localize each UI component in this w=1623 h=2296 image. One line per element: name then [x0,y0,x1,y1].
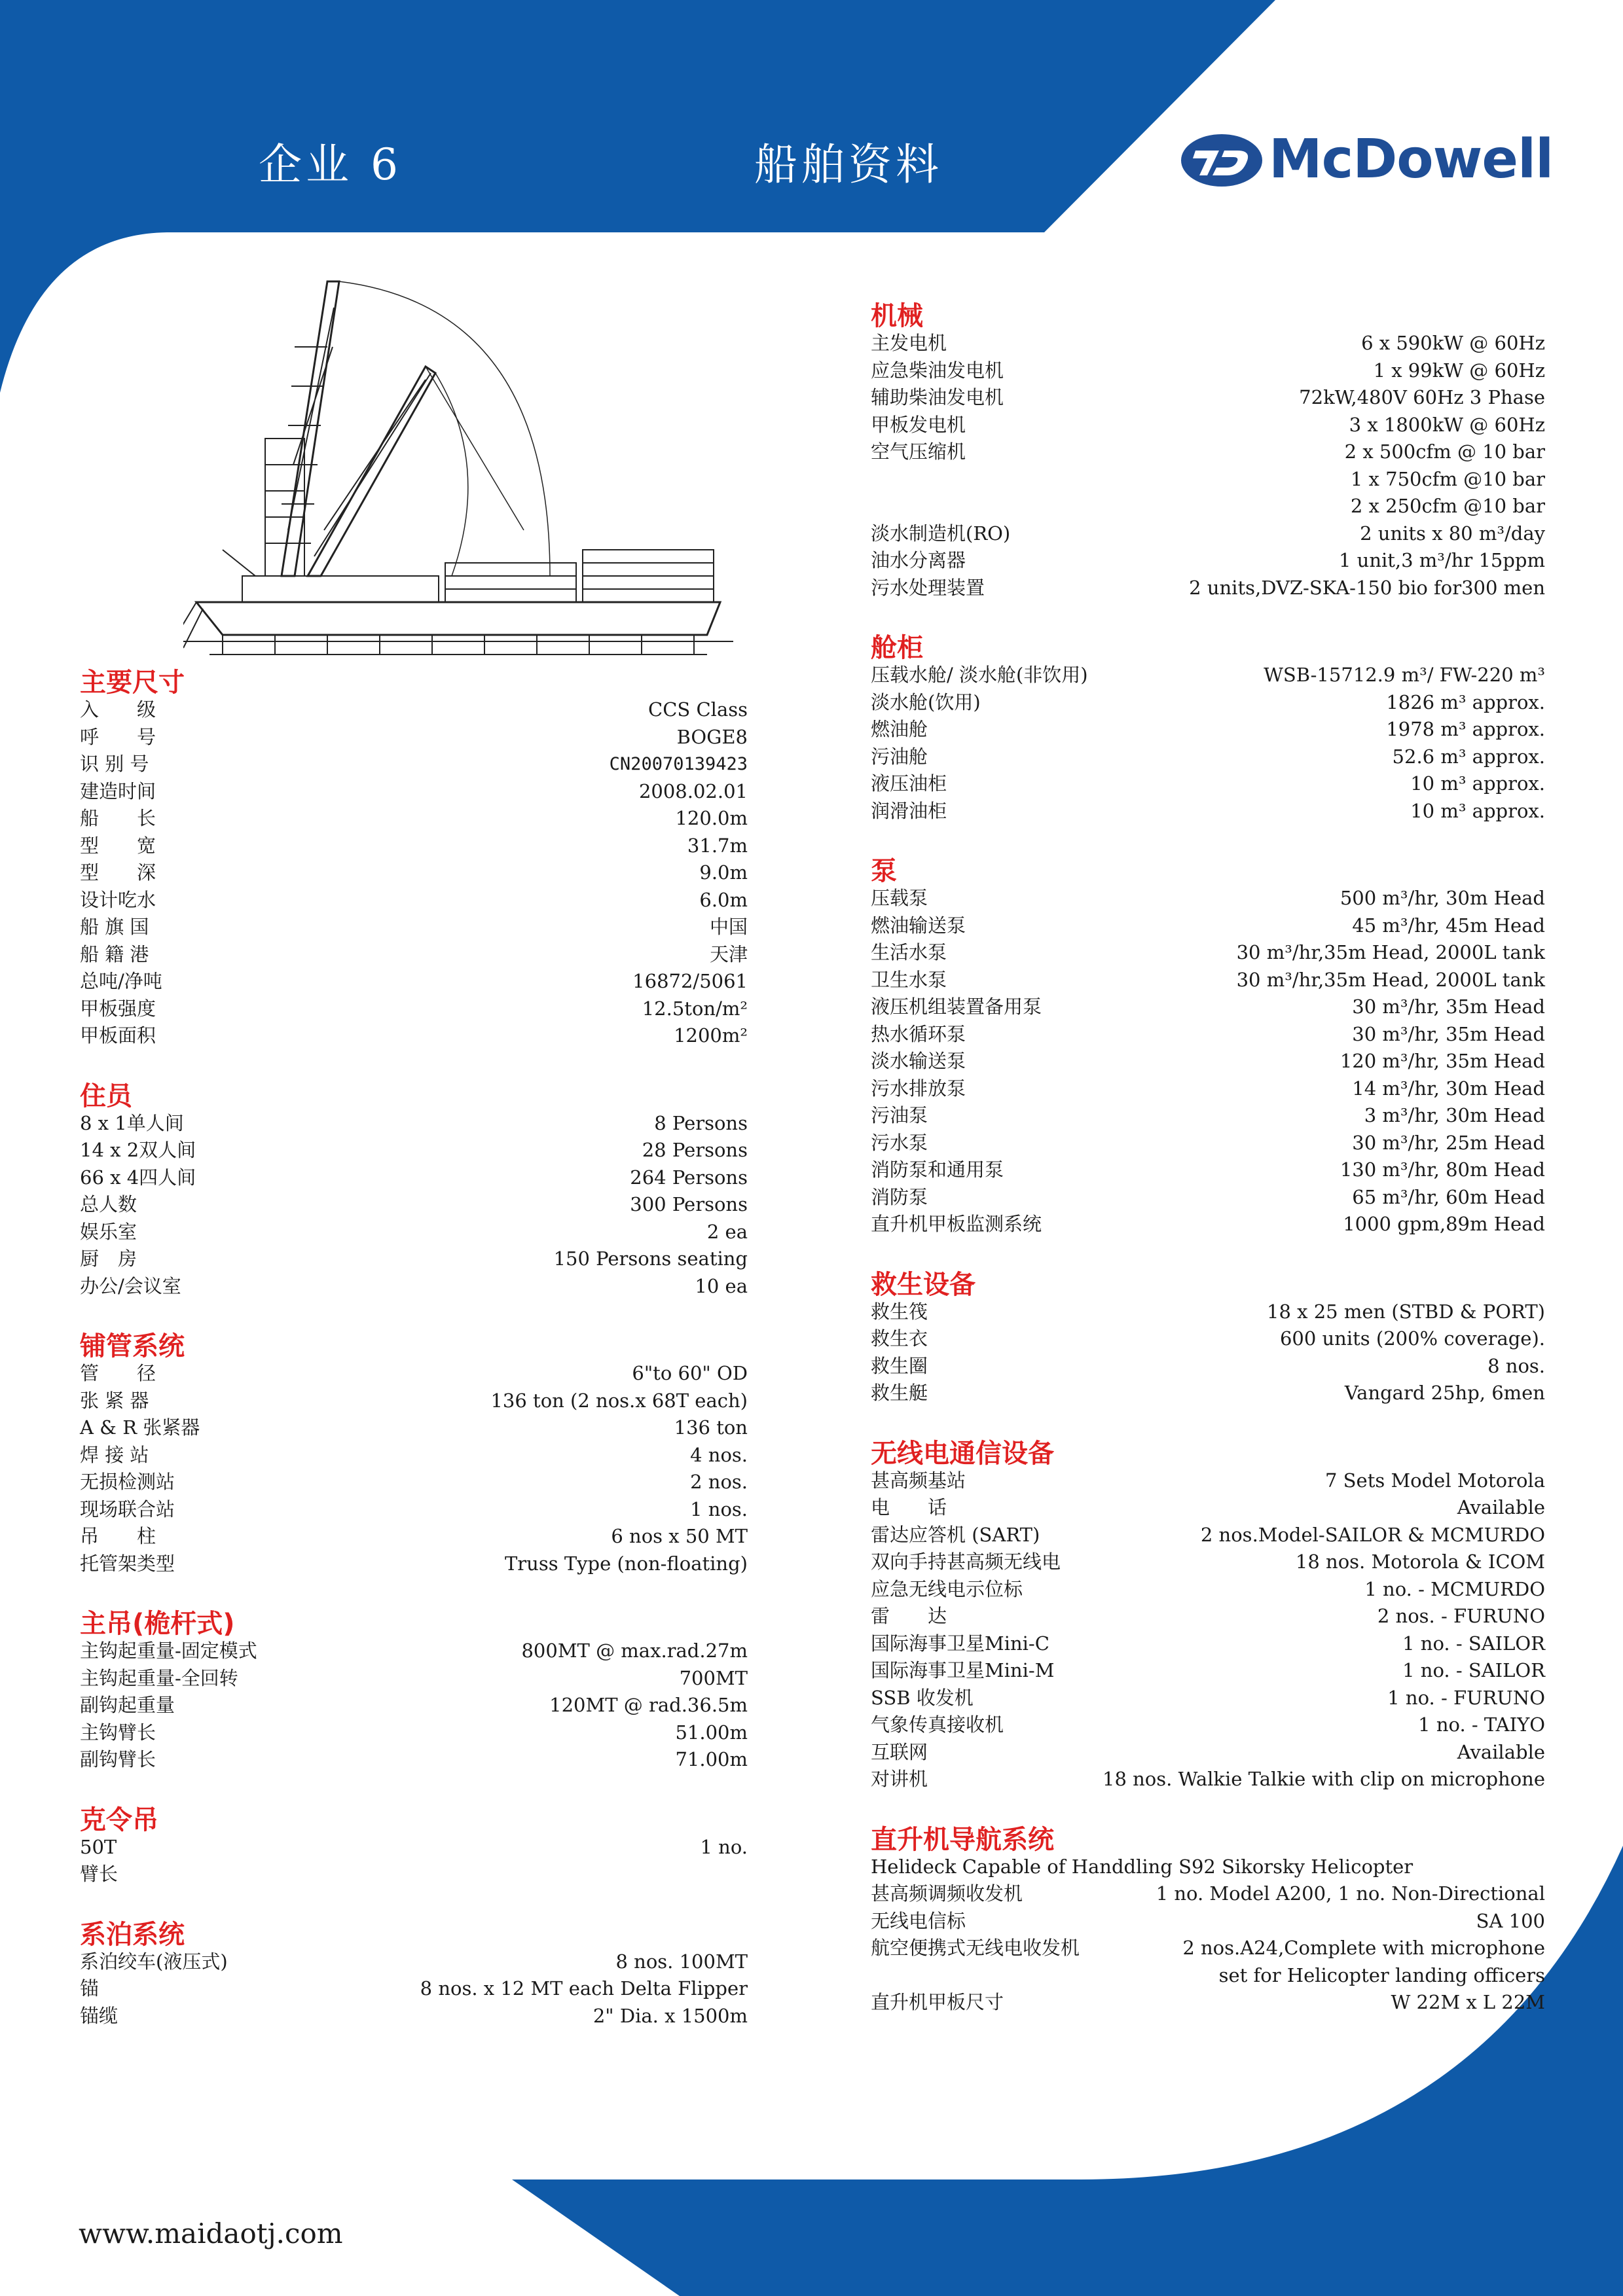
spec-label: 油水分离器 [871,549,966,571]
section-title: 泵 [871,856,897,886]
spec-row [871,330,1545,357]
spec-section [871,302,1545,601]
spec-row [80,1442,748,1469]
spec-value: 500 m³/hr, 30m Head [1340,887,1545,909]
spec-row [871,1989,1545,2017]
left-spec-column [80,669,748,2030]
spec-value: 2 x 500cfm @ 10 bar [1344,440,1545,463]
section-title: 克令吊 [80,1804,158,1835]
spec-row [80,1692,748,1719]
section-title: 主吊(桅杆式) [80,1609,235,1639]
spec-label: 卫生水泵 [871,968,947,991]
spec-row [80,1523,748,1551]
spec-section [871,1271,1545,1407]
spec-value: 264 Persons [630,1166,748,1189]
spec-value: 52.6 m³ approx. [1392,745,1545,768]
spec-label: Helideck Capable of Handdling S92 Sikorsky Helicopter [871,1855,1413,1878]
spec-row [871,1380,1545,1407]
spec-value: 120 m³/hr, 35m Head [1340,1050,1545,1072]
spec-value: 3 x 1800kW @ 60Hz [1349,413,1545,436]
spec-row [80,1360,748,1388]
spec-label: 压载泵 [871,887,928,909]
spec-label: 救生衣 [871,1327,928,1350]
spec-value: 8 nos. x 12 MT each Delta Flipper [420,1977,748,2000]
spec-label: 应急无线电示位标 [871,1577,1023,1600]
spec-label: 双向手持甚高频无线电 [871,1551,1061,1573]
section-title: 救生设备 [871,1269,976,1300]
spec-value: 1200m² [674,1024,748,1047]
spec-row [871,967,1545,994]
spec-label: 燃油舱 [871,718,928,740]
spec-row [80,1638,748,1665]
spec-row [80,805,748,833]
spec-value: 2 nos. - FURUNO [1377,1605,1545,1627]
spec-value: 2 units,DVZ-SKA-150 bio for300 men [1189,576,1545,599]
spec-row [80,914,748,941]
spec-label: 压载水舱/ 淡水舱(非饮用) [871,664,1088,686]
spec-value: set for Helicopter landing officers [1218,1964,1545,1986]
vessel-drawing [183,268,740,674]
section-title: 机械 [871,301,923,331]
spec-section [871,634,1545,825]
spec-value: Vangard 25hp, 6men [1344,1382,1545,1404]
spec-row [80,887,748,914]
spec-row [871,885,1545,912]
spec-label: 甲板发电机 [871,413,966,436]
spec-value: 6 x 590kW @ 60Hz [1361,332,1545,354]
spec-row [80,1665,748,1693]
spec-label: 副钩臂长 [80,1748,156,1770]
spec-label: 主钩起重量-固定模式 [80,1640,257,1662]
spec-label: 淡水制造机(RO) [871,522,1011,545]
spec-label: 主钩臂长 [80,1721,156,1744]
spec-label: 托管架类型 [80,1552,175,1575]
spec-value: 2008.02.01 [638,780,748,802]
spec-row [871,1935,1545,1962]
spec-value: 31.7m [687,834,748,857]
spec-value: 18 nos. Walkie Talkie with clip on microphone [1103,1768,1545,1790]
spec-row [80,1388,748,1415]
spec-row [871,1522,1545,1549]
spec-value: BOGE8 [676,725,748,748]
spec-label: 管 径 [80,1362,156,1384]
spec-row [871,1211,1545,1238]
spec-value: 1 unit,3 m³/hr 15ppm [1338,549,1545,571]
section-title: 直升机导航系统 [871,1824,1054,1855]
spec-row [80,1414,748,1442]
spec-value: 6 nos x 50 MT [611,1525,748,1547]
spec-value: 51.00m [675,1721,748,1744]
spec-label: 应急柴油发电机 [871,359,1004,382]
spec-row [80,1496,748,1524]
spec-label: 吊 柱 [80,1525,156,1547]
spec-label: A & R 张紧器 [80,1416,200,1439]
spec-label: 生活水泵 [871,941,947,963]
spec-row [80,1219,748,1246]
spec-value: 600 units (200% coverage). [1279,1327,1545,1350]
spec-value: 800MT @ max.rad.27m [521,1640,748,1662]
hull-line [196,602,720,635]
spec-value: 8 Persons [654,1111,748,1134]
spec-row [80,2003,748,2030]
spec-value: 1 nos. [690,1498,748,1520]
spec-value: 6.0m [699,888,748,911]
spec-row [871,662,1545,689]
spec-value: 1 no. - FURUNO [1387,1686,1545,1709]
spec-value: 136 ton (2 nos.x 68T each) [490,1389,748,1412]
spec-label: 电 话 [871,1496,947,1518]
spec-row [871,1854,1545,1881]
spec-row [871,1021,1545,1049]
spec-row [80,778,748,806]
spec-label: 甲板强度 [80,997,156,1020]
spec-value: 2 x 250cfm @10 bar [1350,495,1545,517]
spec-row [80,1191,748,1219]
spec-row [871,1353,1545,1380]
spec-value: 72kW,480V 60Hz 3 Phase [1299,386,1545,408]
spec-row [80,1164,748,1192]
spec-label: 入 级 [80,698,156,721]
spec-row [871,1075,1545,1103]
spec-value: 30 m³/hr,35m Head, 2000L tank [1236,968,1545,991]
spec-value: 71.00m [675,1748,748,1770]
crane-boom-2 [308,367,435,576]
spec-row [871,1962,1545,1990]
spec-value: 65 m³/hr, 60m Head [1352,1185,1545,1208]
spec-value: 700MT [679,1666,748,1689]
spec-value: 1000 gpm,89m Head [1343,1213,1545,1235]
spec-section [80,669,748,1050]
spec-label: 甲板面积 [80,1024,156,1047]
spec-label: 消防泵 [871,1185,928,1208]
spec-row [871,1299,1545,1326]
spec-value: 4 nos. [690,1443,748,1466]
spec-label: 互联网 [871,1740,928,1763]
spec-label: 污油泵 [871,1104,928,1126]
spec-label: 救生圈 [871,1354,928,1377]
spec-value: 30 m³/hr,35m Head, 2000L tank [1236,941,1545,963]
spec-value: 16872/5061 [632,970,748,992]
spec-row [871,520,1545,548]
spec-value: W 22M x L 22M [1391,1991,1545,2013]
spec-row [871,912,1545,940]
spec-label: 办公/会议室 [80,1274,181,1297]
spec-label: 系泊绞车(液压式) [80,1950,228,1973]
spec-value: 1826 m³ approx. [1386,691,1545,713]
spec-label: 液压机组装置备用泵 [871,996,1042,1018]
spec-label: 甚高频调频收发机 [871,1882,1023,1905]
spec-label: 型 深 [80,861,156,884]
spec-label: 直升机甲板尺寸 [871,1991,1004,2013]
spec-label: 臂长 [80,1863,119,1885]
spec-row [80,1948,748,1976]
spec-label: 娱乐室 [80,1220,137,1243]
reach-arc-2 [435,373,468,576]
spec-label: 燃油输送泵 [871,914,966,937]
spec-value: 1 no. Model A200, 1 no. Non-Directional [1156,1882,1545,1905]
spec-row [871,439,1545,466]
spec-value: SA 100 [1476,1909,1545,1932]
spec-section [871,857,1545,1238]
spec-value: 1 x 99kW @ 60Hz [1373,359,1545,382]
spec-row [871,1908,1545,1935]
spec-value: WSB-15712.9 m³/ FW-220 m³ [1264,664,1545,686]
reach-arc-1 [339,281,550,576]
spec-row [871,1576,1545,1604]
spec-row [80,1834,748,1861]
spec-row [871,1657,1545,1685]
spec-row [80,1022,748,1050]
spec-label: 识 别 号 [80,753,149,775]
spec-label: 船 旗 国 [80,916,149,938]
spec-row [871,1880,1545,1908]
spec-value: 45 m³/hr, 45m Head [1352,914,1545,937]
spec-row [80,1137,748,1164]
spec-label: 建造时间 [80,780,156,802]
spec-row [871,1184,1545,1211]
spec-value: Available [1457,1740,1545,1763]
spec-value: 30 m³/hr, 35m Head [1352,996,1545,1018]
spec-label: 焊 接 站 [80,1443,149,1466]
section-title: 舱柜 [871,633,923,663]
spec-value: 9.0m [699,861,748,884]
spec-label: 雷 达 [871,1605,947,1627]
spec-row [80,1861,748,1888]
spec-value: Truss Type (non-floating) [504,1552,748,1575]
spec-label: 船 籍 港 [80,942,149,965]
spec-label: 锚 [80,1977,100,2000]
spec-row [871,1494,1545,1522]
spec-row [80,696,748,724]
spec-value: 2" Dia. x 1500m [593,2004,748,2027]
spec-value: 2 nos.A24,Complete with microphone [1182,1937,1545,1959]
spec-row [871,1549,1545,1576]
spec-value: 1 no. - MCMURDO [1364,1577,1545,1600]
spec-row [80,1469,748,1496]
spec-value: 120MT @ rad.36.5m [549,1694,748,1716]
spec-value: 28 Persons [642,1139,748,1161]
spec-row [871,1603,1545,1630]
spec-row [871,994,1545,1021]
spec-row [871,547,1545,575]
spec-label: 船 长 [80,807,156,829]
spec-label: 甚高频基站 [871,1469,966,1492]
spec-value: 中国 [709,916,748,938]
spec-label: 救生艇 [871,1382,928,1404]
spec-label: 国际海事卫星Mini-M [871,1659,1055,1681]
spec-label: 雷达应答机 (SART) [871,1523,1040,1546]
section-title: 铺管系统 [80,1331,185,1361]
spec-row [871,1685,1545,1712]
vessel-name: 企业 6 [259,139,402,190]
spec-value: 1978 m³ approx. [1386,718,1545,740]
spec-label: 辅助柴油发电机 [871,386,1004,408]
spec-value: 2 nos.Model-SAILOR & MCMURDO [1200,1523,1545,1546]
spec-label: 淡水舱(饮用) [871,691,981,713]
spec-row [80,724,748,751]
spec-row [871,1766,1545,1793]
spec-label: 总吨/净吨 [80,970,162,992]
spec-row [80,996,748,1023]
spec-value: 10 m³ approx. [1410,799,1545,822]
spec-section [80,1333,748,1577]
spec-row [871,493,1545,520]
spec-row [871,384,1545,412]
spec-label: 66 x 4四人间 [80,1166,196,1189]
spec-label: 14 x 2双人间 [80,1139,196,1161]
spec-row [80,751,748,778]
spec-section [80,1610,748,1774]
spec-value: 18 x 25 men (STBD & PORT) [1267,1300,1545,1323]
spec-value: 300 Persons [630,1193,748,1215]
spec-section [80,1083,748,1300]
spec-label: 空气压缩机 [871,440,966,463]
spec-row [871,1102,1545,1130]
spec-row [80,968,748,996]
spec-label: 污油舱 [871,745,928,768]
spec-label: 航空便携式无线电收发机 [871,1937,1080,1959]
spec-label: 主发电机 [871,332,947,354]
spec-row [871,689,1545,717]
spec-row [80,1246,748,1273]
spec-row [871,466,1545,493]
spec-label: 张 紧 器 [80,1389,149,1412]
spec-value: 2 nos. [690,1471,748,1493]
document-title: 船舶资料 [754,139,943,190]
section-title: 系泊系统 [80,1919,185,1950]
spec-value: 3 m³/hr, 30m Head [1364,1104,1545,1126]
spec-value: 136 ton [674,1416,748,1439]
spec-label: 直升机甲板监测系统 [871,1213,1042,1235]
spec-value: 8 nos. 100MT [615,1950,748,1973]
deck-equipment [242,576,439,602]
spec-section [80,1806,748,1888]
spec-value: CN20070139423 [609,754,748,774]
spec-label: 救生筏 [871,1300,928,1323]
spec-label: 设计吃水 [80,888,156,911]
spec-row [871,575,1545,602]
spec-row [871,1712,1545,1739]
spec-label: 呼 号 [80,725,156,748]
spec-label: 无线电信标 [871,1909,966,1932]
spec-row [871,939,1545,967]
spec-row [80,1551,748,1578]
spec-value: 7 Sets Model Motorola [1325,1469,1545,1492]
section-title: 主要尺寸 [80,668,185,698]
spec-value: 天津 [709,942,748,965]
spec-value: 2 ea [706,1220,748,1243]
spec-value: 6"to 60" OD [632,1362,748,1384]
spec-label: SSB 收发机 [871,1686,974,1709]
spec-label: 厨 房 [80,1247,137,1270]
spec-label: 对讲机 [871,1768,928,1790]
right-spec-column [871,302,1545,2017]
spec-row [80,1719,748,1747]
spec-row [871,412,1545,439]
spec-section [80,1921,748,2030]
spec-value: 1 x 750cfm @10 bar [1350,467,1545,490]
section-title: 无线电通信设备 [871,1438,1054,1469]
spec-value: 2 units x 80 m³/day [1360,522,1545,545]
spec-label: 热水循环泵 [871,1022,966,1045]
spec-value: CCS Class [648,698,748,721]
spec-row [871,1157,1545,1184]
spec-label: 无损检测站 [80,1471,175,1493]
spec-row [80,833,748,860]
spec-section [871,1826,1545,2017]
spec-label: 液压油柜 [871,772,947,795]
spec-label: 润滑油柜 [871,799,947,822]
spec-row [80,1273,748,1300]
spec-label: 总人数 [80,1193,137,1215]
spec-value: 30 m³/hr, 25m Head [1352,1131,1545,1154]
spec-row [871,744,1545,771]
spec-label: 消防泵和通用泵 [871,1158,1004,1181]
spec-value: 120.0m [675,807,748,829]
spec-row [80,859,748,887]
spec-label: 现场联合站 [80,1498,175,1520]
spec-value: 10 ea [695,1274,748,1297]
spec-row [871,1325,1545,1353]
spec-label: 国际海事卫星Mini-C [871,1632,1049,1655]
spec-label: 50T [80,1835,117,1858]
spec-value: 150 Persons seating [553,1247,748,1270]
spec-label: 锚缆 [80,2004,119,2027]
spec-value: 12.5ton/m² [642,997,748,1020]
spec-value: 10 m³ approx. [1410,772,1545,795]
spec-value: 1 no. - TAIYO [1418,1713,1545,1736]
brand-name: McDowell [1269,128,1554,190]
spec-value: 1 no. [700,1835,748,1858]
spec-value: 1 no. - SAILOR [1402,1632,1545,1655]
spec-label: 污水处理装置 [871,576,985,599]
spec-row [871,1630,1545,1658]
spec-row [871,1467,1545,1495]
spec-value: 30 m³/hr, 35m Head [1352,1022,1545,1045]
spec-row [871,357,1545,385]
spec-label: 8 x 1单人间 [80,1111,184,1134]
spec-row [80,1110,748,1138]
spec-row [871,1130,1545,1157]
spec-value: 14 m³/hr, 30m Head [1352,1077,1545,1100]
spec-label: 淡水输送泵 [871,1050,966,1072]
spec-label: 型 宽 [80,834,156,857]
spec-label: 污水排放泵 [871,1077,966,1100]
deck-supports [210,635,707,655]
spec-row [80,941,748,969]
spec-value: 130 m³/hr, 80m Head [1340,1158,1545,1181]
spec-row [871,1048,1545,1075]
spec-row [80,1975,748,2003]
spec-row [871,1739,1545,1767]
spec-label: 主钩起重量-全回转 [80,1666,238,1689]
spec-value: 8 nos. [1487,1354,1545,1377]
spec-row [871,770,1545,798]
spec-label: 污水泵 [871,1131,928,1154]
spec-value: 18 nos. Motorola & ICOM [1295,1551,1545,1573]
spec-label: 气象传真接收机 [871,1713,1004,1736]
spec-section [871,1440,1545,1793]
spec-value: 1 no. - SAILOR [1402,1659,1545,1681]
website-url: www.maidaotj.com [79,2217,343,2250]
spec-row [80,1746,748,1774]
spec-value: Available [1457,1496,1545,1518]
spec-row [871,798,1545,825]
spec-row [871,716,1545,744]
spec-label: 副钩起重量 [80,1694,175,1716]
section-title: 住员 [80,1081,132,1111]
